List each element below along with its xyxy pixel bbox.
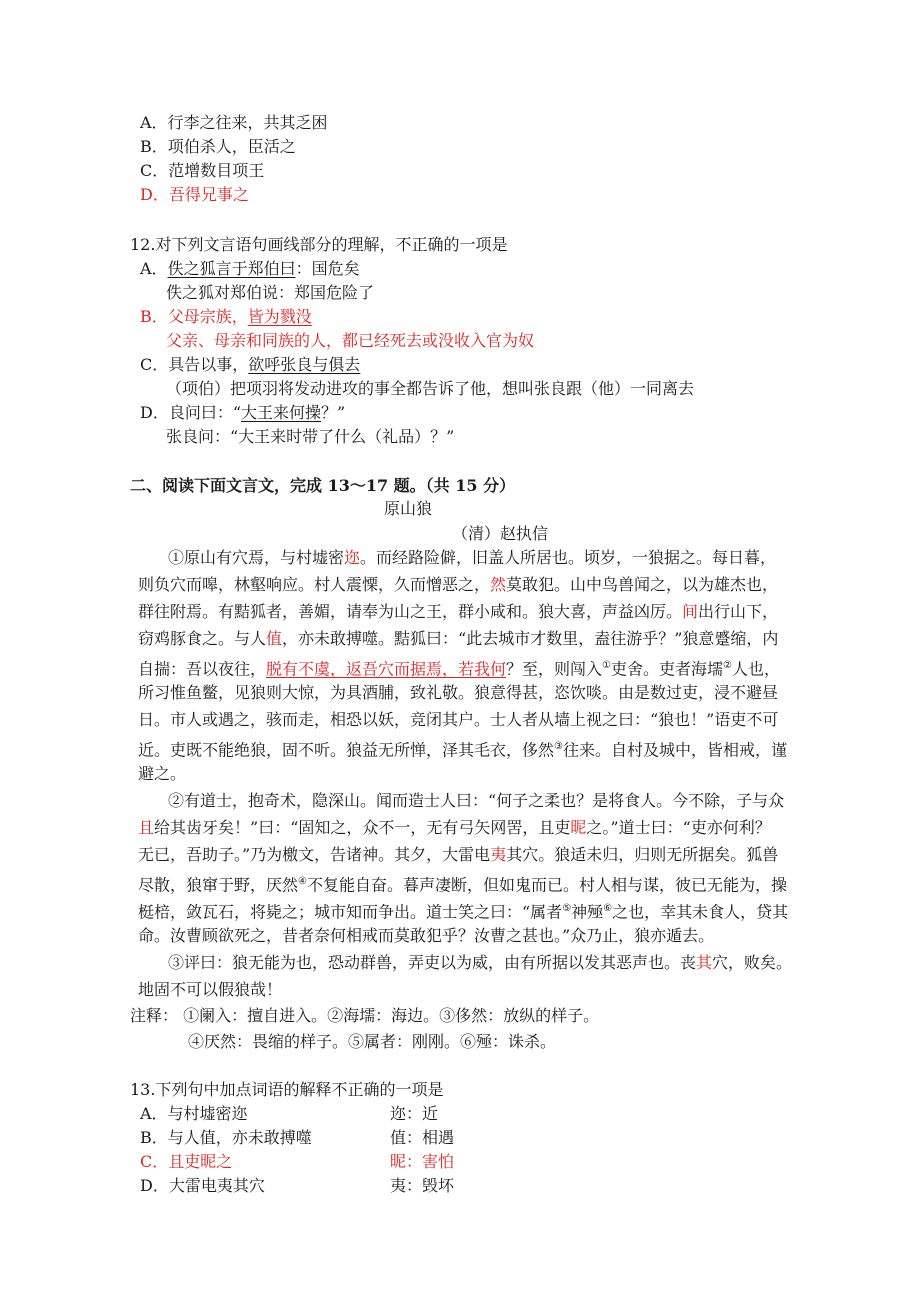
q13-option-c: C．且吏昵之 xyxy=(140,1152,233,1171)
passage-line: 地固不可以假狼哉！ xyxy=(138,980,283,999)
passage-line: 且给其齿牙矣！”曰：“固知之，众不一，无有弓矢网罟，且吏昵之。”道士曰：“吏亦何利？ xyxy=(138,818,771,837)
q12-option-b: B．父母宗族，皆为戮没 xyxy=(140,307,312,326)
q11-option-b: B．项伯杀人，臣活之 xyxy=(140,137,296,156)
passage-line: 窃鸡豚食之。与人值，亦未敢搏噬。黠狐曰：“此去城市才数里，盍往游乎？”狼意蹙缩，内 xyxy=(138,629,779,648)
passage-line: 尽散，狼窜于野，厌然④不复能自奋。暮声凄断，但如鬼而已。村人相与谋，彼已无能为，操 xyxy=(138,875,787,895)
q11-option-a: A．行李之往来，共其乏困 xyxy=(140,113,328,132)
q13-option-b-gloss: 值：相遇 xyxy=(390,1128,455,1147)
q13-title: 13.下列句中加点词语的解释不正确的一项是 xyxy=(130,1080,444,1099)
section-heading: 二、阅读下面文言文，完成 13～17 题。（共 15 分） xyxy=(130,476,516,495)
passage-line: 近。吏既不能绝狼，固不听。狼益无所惮，泽其毛衣，侈然③往来。自村及城中，皆相戒，谨 xyxy=(138,740,787,760)
q13-option-d: D．大雷电夷其穴 xyxy=(140,1176,265,1195)
annotation-line-2: ④厌然：畏缩的样子。⑤属者：刚刚。⑥殛：诛杀。 xyxy=(188,1032,557,1051)
passage-line: ①原山有穴焉，与村墟密迩。而经路险僻，旧盖人所居也。顷岁，一狼据之。每日暮， xyxy=(168,548,777,567)
passage-title: 原山狼 xyxy=(384,499,433,518)
q12-option-d: D．良问曰：“大王来何操？” xyxy=(140,403,346,422)
q12-title: 12.对下列文言语句画线部分的理解，不正确的一项是 xyxy=(130,235,508,254)
passage-line: 则负穴而嗥，林壑响应。村人震慄，久而憎恶之，然莫敢犯。山中鸟兽闻之，以为雄杰也， xyxy=(138,575,779,594)
passage-line: 自揣：吾以夜往，脱有不虞，返吾穴而据焉，若我何？至，则闯入①吏舍。吏者海壖②人也， xyxy=(138,659,781,679)
annotation-line-1: 注释： ①阑入：擅自进入。②海壖：海边。③侈然：放纵的样子。 xyxy=(130,1006,600,1025)
q13-option-c-gloss: 昵：害怕 xyxy=(390,1152,455,1171)
passage-line: 避之。 xyxy=(138,764,187,783)
q11-option-d: D．吾得兄事之 xyxy=(140,185,249,204)
q13-option-a: A．与村墟密迩 xyxy=(140,1104,248,1123)
passage-author: （清）赵执信 xyxy=(452,524,549,543)
q12-option-a: A．佚之狐言于郑伯曰：国危矣 xyxy=(140,259,360,278)
q12-option-c-translation: （项伯）把项羽将发动进攻的事全都告诉了他，想叫张良跟（他）一同离去 xyxy=(166,379,695,398)
passage-line: ③评曰：狼无能为也，恐动群兽，弄吏以为威，由有所据以发其恶声也。丧其穴，败矣。 xyxy=(168,953,793,972)
q13-option-d-gloss: 夷：毁坏 xyxy=(390,1176,455,1195)
passage-line: 日。市人或遇之，骇而走，相恐以妖，竞闭其户。士人者从墙上视之曰：“狼也！”语吏不可 xyxy=(138,710,779,729)
q11-option-c: C．范增数目项王 xyxy=(140,161,265,180)
q13-option-a-gloss: 迩：近 xyxy=(390,1104,439,1123)
q12-option-c: C．具告以事，欲呼张良与俱去 xyxy=(140,355,361,374)
passage-line: 梃棓，敛瓦石，将毙之；城市知而争出。道士笑之曰：“属者⑤神殛⑥之也，幸其未食人，贷其 xyxy=(138,902,789,922)
passage-line: 所习惟鱼鳖，见狼则大惊，为具酒脯，致礼敬。狼意得甚，恣饮啖。由是数过吏，浸不避昼 xyxy=(138,683,779,702)
passage-line: 命。汝曹顾欲死之，昔者奈何相戒而莫敢犯乎？汝曹之甚也。”众乃止，狼亦遁去。 xyxy=(138,926,715,945)
q12-option-a-translation: 佚之狐对郑伯说：郑国危险了 xyxy=(166,283,375,302)
q13-option-b: B．与人值，亦未敢搏噬 xyxy=(140,1128,312,1147)
passage-line: 无已，吾助子。”乃为檄文，告诸神。其夕，大雷电夷其穴。狼适未归，归则无所据矣。狐兽 xyxy=(138,845,779,864)
q12-option-b-translation: 父亲、母亲和同族的人，都已经死去或没收入官为奴 xyxy=(166,331,535,350)
q12-option-d-translation: 张良问：“大王来时带了什么（礼品）？” xyxy=(166,427,455,446)
passage-line: 群往附焉。有黠狐者，善媚，请奉为山之王，群小咸和。狼大喜，声益凶厉。间出行山下， xyxy=(138,602,779,621)
passage-line: ②有道士，抱奇术，隐深山。闻而造士人曰：“何子之柔也？是将食人。今不除，子与众 xyxy=(168,791,785,810)
